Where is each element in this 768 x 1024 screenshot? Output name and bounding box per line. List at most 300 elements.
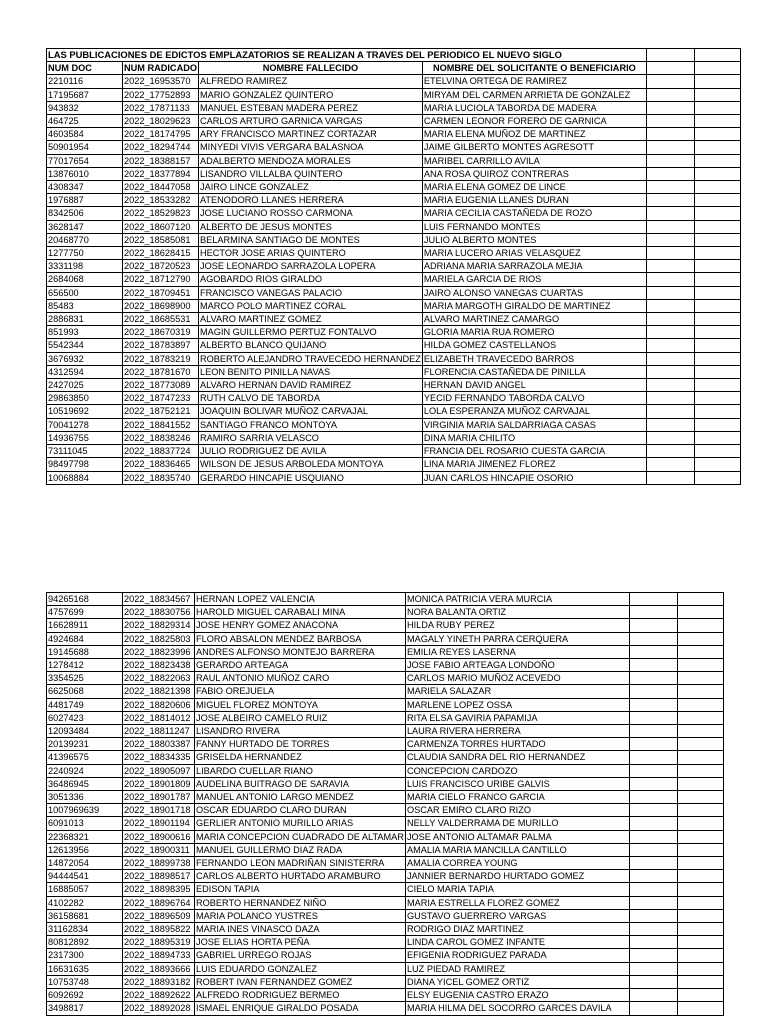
cell-num-doc: 19145688 <box>47 645 123 658</box>
empty-cell <box>629 883 677 896</box>
cell-nombre-fallecido: JOSE LEONARDO SARRAZOLA LOPERA <box>198 260 422 273</box>
cell-nombre-fallecido: RAMIRO SARRIA VELASCO <box>198 431 422 444</box>
table-row <box>47 352 741 365</box>
empty-cell <box>694 471 740 484</box>
empty-cell <box>694 352 740 365</box>
empty-cell <box>694 458 740 471</box>
empty-cell <box>646 101 694 114</box>
empty-cell <box>677 896 723 909</box>
cell-num-radicado: 2022_18821398 <box>123 685 195 698</box>
empty-cell <box>694 313 740 326</box>
cell-num-doc: 4481749 <box>47 698 123 711</box>
empty-cell <box>677 672 723 685</box>
cell-nombre-fallecido: ARY FRANCISCO MARTINEZ CORTAZAR <box>198 128 422 141</box>
table-row <box>47 273 741 286</box>
cell-nombre-solicitante: ETELVINA ORTEGA DE RAMIREZ <box>422 75 646 88</box>
empty-cell <box>646 49 694 62</box>
cell-nombre-solicitante: MARIA ESTRELLA FLOREZ GOMEZ <box>405 896 629 909</box>
cell-nombre-solicitante: JUAN CARLOS HINCAPIE OSORIO <box>422 471 646 484</box>
table-row <box>47 431 741 444</box>
empty-cell <box>629 751 677 764</box>
empty-cell <box>646 233 694 246</box>
cell-num-doc: 10068884 <box>47 471 123 484</box>
cell-num-doc: 80812892 <box>47 936 123 949</box>
cell-num-doc: 29863850 <box>47 392 123 405</box>
cell-num-radicado: 2022_18628415 <box>123 247 199 260</box>
cell-num-radicado: 2022_18029623 <box>123 115 199 128</box>
empty-cell <box>646 181 694 194</box>
cell-nombre-solicitante: CARLOS MARIO MUÑOZ ACEVEDO <box>405 672 629 685</box>
cell-nombre-fallecido: OSCAR EDUARDO CLARO DURAN <box>195 804 406 817</box>
empty-cell <box>677 725 723 738</box>
cell-nombre-fallecido: JULIO RODRIGUEZ DE AVILA <box>198 445 422 458</box>
cell-nombre-fallecido: MANUEL ANTONIO LARGO MENDEZ <box>195 791 406 804</box>
cell-nombre-fallecido: JOSE ELIAS HORTA PEÑA <box>195 936 406 949</box>
empty-cell <box>629 896 677 909</box>
cell-num-radicado: 2022_18834567 <box>123 593 195 606</box>
cell-nombre-solicitante: JAIME GILBERTO MONTES AGRESOTT <box>422 141 646 154</box>
empty-cell <box>646 431 694 444</box>
empty-cell <box>694 75 740 88</box>
empty-cell <box>677 711 723 724</box>
cell-nombre-solicitante: DIANA YICEL GOMEZ ORTIZ <box>405 975 629 988</box>
table-row <box>47 804 724 817</box>
cell-num-doc: 2210116 <box>47 75 123 88</box>
cell-nombre-fallecido: MAGIN GUILLERMO PERTUZ FONTALVO <box>198 326 422 339</box>
cell-num-radicado: 2022_18901809 <box>123 777 195 790</box>
table-row <box>47 672 724 685</box>
cell-num-doc: 5542344 <box>47 339 123 352</box>
table-row <box>47 220 741 233</box>
cell-num-doc: 14936755 <box>47 431 123 444</box>
cell-nombre-solicitante: FRANCIA DEL ROSARIO CUESTA GARCIA <box>422 445 646 458</box>
cell-nombre-fallecido: ISMAEL ENRIQUE GIRALDO POSADA <box>195 1002 406 1015</box>
cell-num-radicado: 2022_18830756 <box>123 606 195 619</box>
cell-nombre-solicitante: MARIA EUGENIA LLANES DURAN <box>422 194 646 207</box>
cell-nombre-solicitante: HILDA RUBY PEREZ <box>405 619 629 632</box>
header-num-radicado: NUM RADICADO <box>124 63 197 74</box>
cell-nombre-fallecido: GABRIEL URREGO ROJAS <box>195 949 406 962</box>
empty-cell <box>677 1002 723 1015</box>
empty-cell <box>677 751 723 764</box>
cell-num-doc: 2684068 <box>47 273 123 286</box>
header-num-doc: NUM DOC <box>47 62 123 75</box>
table-row <box>47 115 741 128</box>
cell-num-doc: 36486945 <box>47 777 123 790</box>
cell-nombre-solicitante: ANA ROSA QUIROZ CONTRERAS <box>422 167 646 180</box>
cell-num-radicado: 2022_18685531 <box>123 313 199 326</box>
cell-nombre-fallecido: MARIA CONCEPCION CUADRADO DE ALTAMAR <box>196 831 404 842</box>
cell-num-doc: 4308347 <box>47 181 123 194</box>
cell-nombre-fallecido: FERNANDO LEON MADRIÑAN SINISTERRA <box>195 857 406 870</box>
table-row <box>47 949 724 962</box>
empty-cell <box>694 167 740 180</box>
table-row <box>47 962 724 975</box>
cell-num-doc: 1007969639 <box>47 804 123 817</box>
cell-num-radicado: 2022_18814012 <box>123 711 195 724</box>
empty-cell <box>677 606 723 619</box>
cell-nombre-solicitante: CLAUDIA SANDRA DEL RIO HERNANDEZ <box>405 751 629 764</box>
table-row <box>47 75 741 88</box>
empty-cell <box>694 260 740 273</box>
cell-num-doc: 16628911 <box>47 619 123 632</box>
empty-cell <box>629 791 677 804</box>
table-row <box>47 286 741 299</box>
cell-num-doc: 12093484 <box>47 725 123 738</box>
cell-nombre-fallecido: HECTOR JOSE ARIAS QUINTERO <box>198 247 422 260</box>
empty-cell <box>646 115 694 128</box>
table-row <box>47 725 724 738</box>
empty-cell <box>629 711 677 724</box>
empty-cell <box>694 181 740 194</box>
table-row <box>47 194 741 207</box>
table-row <box>47 471 741 484</box>
empty-cell <box>694 431 740 444</box>
cell-nombre-fallecido: JOSE ALBEIRO CAMELO RUIZ <box>195 711 406 724</box>
empty-cell <box>677 619 723 632</box>
cell-num-doc: 12613956 <box>47 843 123 856</box>
empty-cell <box>646 379 694 392</box>
cell-nombre-solicitante: ELIZABETH TRAVECEDO BARROS <box>422 352 646 365</box>
cell-nombre-solicitante: MARLENE LOPEZ OSSA <box>405 698 629 711</box>
cell-nombre-solicitante: MARIA LUCERO ARIAS VELASQUEZ <box>422 247 646 260</box>
cell-nombre-solicitante: HILDA GOMEZ CASTELLANOS <box>422 339 646 352</box>
empty-cell <box>646 167 694 180</box>
empty-cell <box>629 738 677 751</box>
cell-nombre-solicitante: CONCEPCION CARDOZO <box>405 764 629 777</box>
cell-num-radicado: 2022_18781670 <box>123 365 199 378</box>
cell-num-radicado: 2022_18899738 <box>123 857 195 870</box>
cell-nombre-solicitante: MARIBEL CARRILLO AVILA <box>422 154 646 167</box>
table-row <box>47 141 741 154</box>
cell-nombre-solicitante: HERNAN DAVID ANGEL <box>422 379 646 392</box>
cell-nombre-solicitante: MARIA CECILIA CASTAÑEDA DE ROZO <box>422 207 646 220</box>
table-row <box>47 777 724 790</box>
cell-nombre-fallecido: ALVARO MARTINEZ GOMEZ <box>198 313 422 326</box>
cell-nombre-fallecido: HERNAN LOPEZ VALENCIA <box>195 593 406 606</box>
empty-cell <box>694 392 740 405</box>
empty-cell <box>677 949 723 962</box>
cell-nombre-solicitante: OSCAR EMIRO CLARO RIZO <box>405 804 629 817</box>
empty-cell <box>629 777 677 790</box>
cell-num-doc: 656500 <box>47 286 123 299</box>
cell-num-radicado: 2022_18823438 <box>123 659 195 672</box>
empty-cell <box>629 843 677 856</box>
empty-cell <box>694 49 740 62</box>
table-row <box>47 909 724 922</box>
cell-nombre-fallecido: GRISELDA HERNANDEZ <box>195 751 406 764</box>
cell-nombre-fallecido: JOAQUIN BOLIVAR MUÑOZ CARVAJAL <box>198 405 422 418</box>
empty-cell <box>629 725 677 738</box>
cell-nombre-fallecido: LEON BENITO PINILLA NAVAS <box>198 365 422 378</box>
cell-num-doc: 1976887 <box>47 194 123 207</box>
cell-nombre-fallecido: ALFREDO RODRIGUEZ BERMEO <box>195 989 406 1002</box>
cell-num-doc: 16631635 <box>47 962 123 975</box>
cell-nombre-fallecido: EDISON TAPIA <box>195 883 406 896</box>
table-row <box>47 101 741 114</box>
table-row <box>47 260 741 273</box>
cell-nombre-solicitante: DINA MARIA CHILITO <box>422 431 646 444</box>
cell-num-radicado: 2022_18835740 <box>123 471 199 484</box>
empty-cell <box>677 883 723 896</box>
empty-cell <box>629 632 677 645</box>
empty-cell <box>677 698 723 711</box>
cell-nombre-solicitante: GUSTAVO GUERRERO VARGAS <box>405 909 629 922</box>
cell-nombre-fallecido: MANUEL ESTEBAN MADERA PEREZ <box>198 101 422 114</box>
cell-num-doc: 8342506 <box>47 207 123 220</box>
cell-num-radicado: 2022_18529823 <box>123 207 199 220</box>
cell-num-doc: 13876010 <box>47 167 123 180</box>
cell-num-doc: 20468770 <box>47 233 123 246</box>
edicts-table-top <box>46 48 741 485</box>
cell-nombre-solicitante: ELSY EUGENIA CASTRO ERAZO <box>405 989 629 1002</box>
cell-num-doc: 41396575 <box>47 751 123 764</box>
cell-num-doc: 3676932 <box>47 352 123 365</box>
cell-num-radicado: 2022_18892622 <box>123 989 195 1002</box>
table-row <box>47 830 724 843</box>
empty-cell <box>646 471 694 484</box>
table-row <box>47 299 741 312</box>
cell-num-radicado: 2022_18834335 <box>123 751 195 764</box>
cell-num-doc: 70041278 <box>47 418 123 431</box>
cell-nombre-fallecido: GERARDO ARTEAGA <box>195 659 406 672</box>
table-row <box>47 936 724 949</box>
empty-cell <box>646 207 694 220</box>
cell-nombre-fallecido: ALFREDO RAMIREZ <box>198 75 422 88</box>
cell-nombre-solicitante: MARIA MARGOTH GIRALDO DE MARTINEZ <box>422 299 646 312</box>
cell-nombre-fallecido: GERLIER ANTONIO MURILLO ARIAS <box>195 817 406 830</box>
empty-cell <box>694 365 740 378</box>
cell-num-radicado: 2022_18709451 <box>123 286 199 299</box>
empty-cell <box>646 220 694 233</box>
empty-cell <box>629 962 677 975</box>
empty-cell <box>646 141 694 154</box>
cell-nombre-solicitante: NORA BALANTA ORTIZ <box>405 606 629 619</box>
cell-num-radicado: 2022_18773089 <box>123 379 199 392</box>
cell-nombre-solicitante: MARIA ELENA GOMEZ DE LINCE <box>422 181 646 194</box>
empty-cell <box>677 857 723 870</box>
cell-nombre-fallecido: MARIO GONZALEZ QUINTERO <box>198 88 422 101</box>
empty-cell <box>677 764 723 777</box>
empty-cell <box>694 445 740 458</box>
empty-cell <box>629 698 677 711</box>
table-row <box>47 896 724 909</box>
cell-nombre-solicitante: YECID FERNANDO TABORDA CALVO <box>422 392 646 405</box>
empty-cell <box>677 843 723 856</box>
cell-num-radicado: 2022_18712790 <box>123 273 199 286</box>
empty-cell <box>646 128 694 141</box>
cell-num-doc: 73111045 <box>47 445 123 458</box>
table-row <box>47 405 741 418</box>
cell-num-doc: 943832 <box>47 101 123 114</box>
empty-cell <box>694 405 740 418</box>
cell-nombre-solicitante: VIRGINIA MARIA SALDARRIAGA CASAS <box>422 418 646 431</box>
cell-nombre-fallecido: ATENODORO LLANES HERRERA <box>198 194 422 207</box>
empty-cell <box>646 62 694 75</box>
cell-nombre-solicitante: EMILIA REYES LASERNA <box>405 645 629 658</box>
cell-num-radicado: 2022_18901718 <box>123 804 195 817</box>
empty-cell <box>629 764 677 777</box>
cell-nombre-fallecido: AGOBARDO RIOS GIRALDO <box>198 273 422 286</box>
empty-cell <box>694 233 740 246</box>
cell-num-doc: 6092692 <box>47 989 123 1002</box>
cell-num-radicado: 2022_18900311 <box>123 843 195 856</box>
cell-nombre-solicitante: LUIS FRANCISCO URIBE GALVIS <box>405 777 629 790</box>
empty-cell <box>646 365 694 378</box>
cell-num-radicado: 2022_18838246 <box>123 431 199 444</box>
cell-num-doc: 3051336 <box>47 791 123 804</box>
empty-cell <box>677 989 723 1002</box>
cell-num-doc: 50901954 <box>47 141 123 154</box>
table-title: LAS PUBLICACIONES DE EDICTOS EMPLAZATORIOS SE REALIZAN A TRAVES DEL PERIODICO EL NUEVO SIGLO <box>47 49 647 62</box>
cell-nombre-fallecido: ALVARO HERNAN DAVID RAMIREZ <box>198 379 422 392</box>
empty-cell <box>677 909 723 922</box>
empty-cell <box>694 141 740 154</box>
cell-num-doc: 94444541 <box>47 870 123 883</box>
empty-cell <box>677 923 723 936</box>
cell-nombre-solicitante: CARMEN LEONOR FORERO DE GARNICA <box>422 115 646 128</box>
cell-num-doc: 17195687 <box>47 88 123 101</box>
empty-cell <box>694 101 740 114</box>
empty-cell <box>677 870 723 883</box>
empty-cell <box>694 339 740 352</box>
cell-nombre-solicitante: LINDA CAROL GOMEZ INFANTE <box>405 936 629 949</box>
cell-nombre-fallecido: LISANDRO RIVERA <box>195 725 406 738</box>
empty-cell <box>677 975 723 988</box>
cell-nombre-fallecido: LISANDRO VILLALBA QUINTERO <box>198 167 422 180</box>
cell-num-doc: 10519692 <box>47 405 123 418</box>
empty-cell <box>677 962 723 975</box>
table-row <box>47 233 741 246</box>
empty-cell <box>646 247 694 260</box>
cell-num-doc: 4312594 <box>47 365 123 378</box>
empty-cell <box>694 207 740 220</box>
table-row <box>47 339 741 352</box>
cell-nombre-solicitante: EFIGENIA RODRIGUEZ PARADA <box>405 949 629 962</box>
cell-num-doc: 94265168 <box>47 593 123 606</box>
cell-nombre-fallecido: FABIO OREJUELA <box>195 685 406 698</box>
cell-num-radicado: 2022_18803387 <box>123 738 195 751</box>
cell-nombre-fallecido: HAROLD MIGUEL CARABALI MINA <box>195 606 406 619</box>
cell-nombre-fallecido: MINYEDI VIVIS VERGARA BALASNOA <box>198 141 422 154</box>
cell-nombre-fallecido: ROBERTO ALEJANDRO TRAVECEDO HERNANDEZ <box>199 353 421 364</box>
cell-num-doc: 851993 <box>47 326 123 339</box>
cell-num-doc: 3331198 <box>47 260 123 273</box>
header-nombre-solicitante: NOMBRE DEL SOLICITANTE O BENEFICIARIO <box>422 62 646 75</box>
empty-cell <box>694 273 740 286</box>
cell-num-doc: 1277750 <box>47 247 123 260</box>
cell-nombre-fallecido: ADALBERTO MENDOZA MORALES <box>198 154 422 167</box>
empty-cell <box>677 804 723 817</box>
cell-num-doc: 1278412 <box>47 659 123 672</box>
empty-cell <box>629 645 677 658</box>
table-row <box>47 870 724 883</box>
cell-nombre-solicitante: MARIA ELENA MUÑOZ DE MARTINEZ <box>422 128 646 141</box>
cell-nombre-fallecido: ROBERT IVAN FERNANDEZ GOMEZ <box>195 975 406 988</box>
empty-cell <box>629 936 677 949</box>
cell-num-radicado: 2022_18900616 <box>123 830 195 843</box>
cell-nombre-solicitante: MARIA LUCIOLA TABORDA DE MADERA <box>422 101 646 114</box>
empty-cell <box>694 418 740 431</box>
empty-cell <box>646 418 694 431</box>
empty-cell <box>694 299 740 312</box>
empty-cell <box>677 659 723 672</box>
cell-num-radicado: 2022_18892028 <box>123 1002 195 1015</box>
empty-cell <box>694 128 740 141</box>
cell-nombre-solicitante: JAIRO ALONSO VANEGAS CUARTAS <box>422 286 646 299</box>
cell-num-doc: 16885057 <box>47 883 123 896</box>
empty-cell <box>629 606 677 619</box>
empty-cell <box>677 593 723 606</box>
empty-cell <box>677 936 723 949</box>
empty-cell <box>646 299 694 312</box>
cell-num-radicado: 2022_18823996 <box>123 645 195 658</box>
cell-num-radicado: 2022_18837724 <box>123 445 199 458</box>
table-row <box>47 458 741 471</box>
cell-num-radicado: 2022_18905097 <box>123 764 195 777</box>
cell-num-radicado: 2022_18822063 <box>123 672 195 685</box>
table-row <box>47 1002 724 1015</box>
cell-nombre-solicitante: LUZ PIEDAD RAMIREZ <box>405 962 629 975</box>
empty-cell <box>646 260 694 273</box>
empty-cell <box>629 857 677 870</box>
table-row <box>47 659 724 672</box>
cell-nombre-fallecido: LIBARDO CUELLAR RIANO <box>195 764 406 777</box>
cell-nombre-fallecido: MIGUEL FLOREZ MONTOYA <box>195 698 406 711</box>
empty-cell <box>629 804 677 817</box>
table-row <box>47 817 724 830</box>
cell-num-doc: 4757699 <box>47 606 123 619</box>
cell-nombre-fallecido: MARIA POLANCO YUSTRES <box>195 909 406 922</box>
cell-nombre-solicitante: JULIO ALBERTO MONTES <box>422 233 646 246</box>
empty-cell <box>646 194 694 207</box>
cell-num-radicado: 2022_18670319 <box>123 326 199 339</box>
empty-cell <box>646 313 694 326</box>
cell-nombre-solicitante: ALVARO MARTINEZ CAMARGO <box>422 313 646 326</box>
cell-nombre-fallecido: MARIA INES VINASCO DAZA <box>195 923 406 936</box>
cell-num-doc: 2240924 <box>47 764 123 777</box>
empty-cell <box>694 220 740 233</box>
cell-nombre-fallecido: CARLOS ARTURO GARNICA VARGAS <box>198 115 422 128</box>
cell-nombre-fallecido: SANTIAGO FRANCO MONTOYA <box>198 418 422 431</box>
empty-cell <box>677 738 723 751</box>
empty-cell <box>629 909 677 922</box>
empty-cell <box>694 115 740 128</box>
table-row <box>47 764 724 777</box>
cell-num-radicado: 2022_18896764 <box>123 896 195 909</box>
cell-num-radicado: 2022_18698900 <box>123 299 199 312</box>
cell-nombre-fallecido: JOSE HENRY GOMEZ ANACONA <box>195 619 406 632</box>
empty-cell <box>646 352 694 365</box>
cell-nombre-solicitante: LUIS FERNANDO MONTES <box>422 220 646 233</box>
cell-nombre-solicitante: JOSE ANTONIO ALTAMAR PALMA <box>405 830 629 843</box>
cell-nombre-solicitante: CARMENZA TORRES HURTADO <box>405 738 629 751</box>
cell-num-radicado: 2022_17871133 <box>123 101 199 114</box>
cell-nombre-fallecido: JAIRO LINCE GONZALEZ <box>198 181 422 194</box>
empty-cell <box>694 286 740 299</box>
empty-cell <box>677 632 723 645</box>
cell-nombre-fallecido: MARCO POLO MARTINEZ CORAL <box>198 299 422 312</box>
cell-nombre-solicitante: LOLA ESPERANZA MUÑOZ CARVAJAL <box>422 405 646 418</box>
table-row <box>47 88 741 101</box>
empty-cell <box>629 659 677 672</box>
cell-num-radicado: 2022_18898517 <box>123 870 195 883</box>
cell-num-doc: 2317300 <box>47 949 123 962</box>
cell-nombre-fallecido: WILSON DE JESUS ARBOLEDA MONTOYA <box>198 458 422 471</box>
empty-cell <box>694 194 740 207</box>
cell-num-radicado: 2022_18533282 <box>123 194 199 207</box>
empty-cell <box>646 273 694 286</box>
